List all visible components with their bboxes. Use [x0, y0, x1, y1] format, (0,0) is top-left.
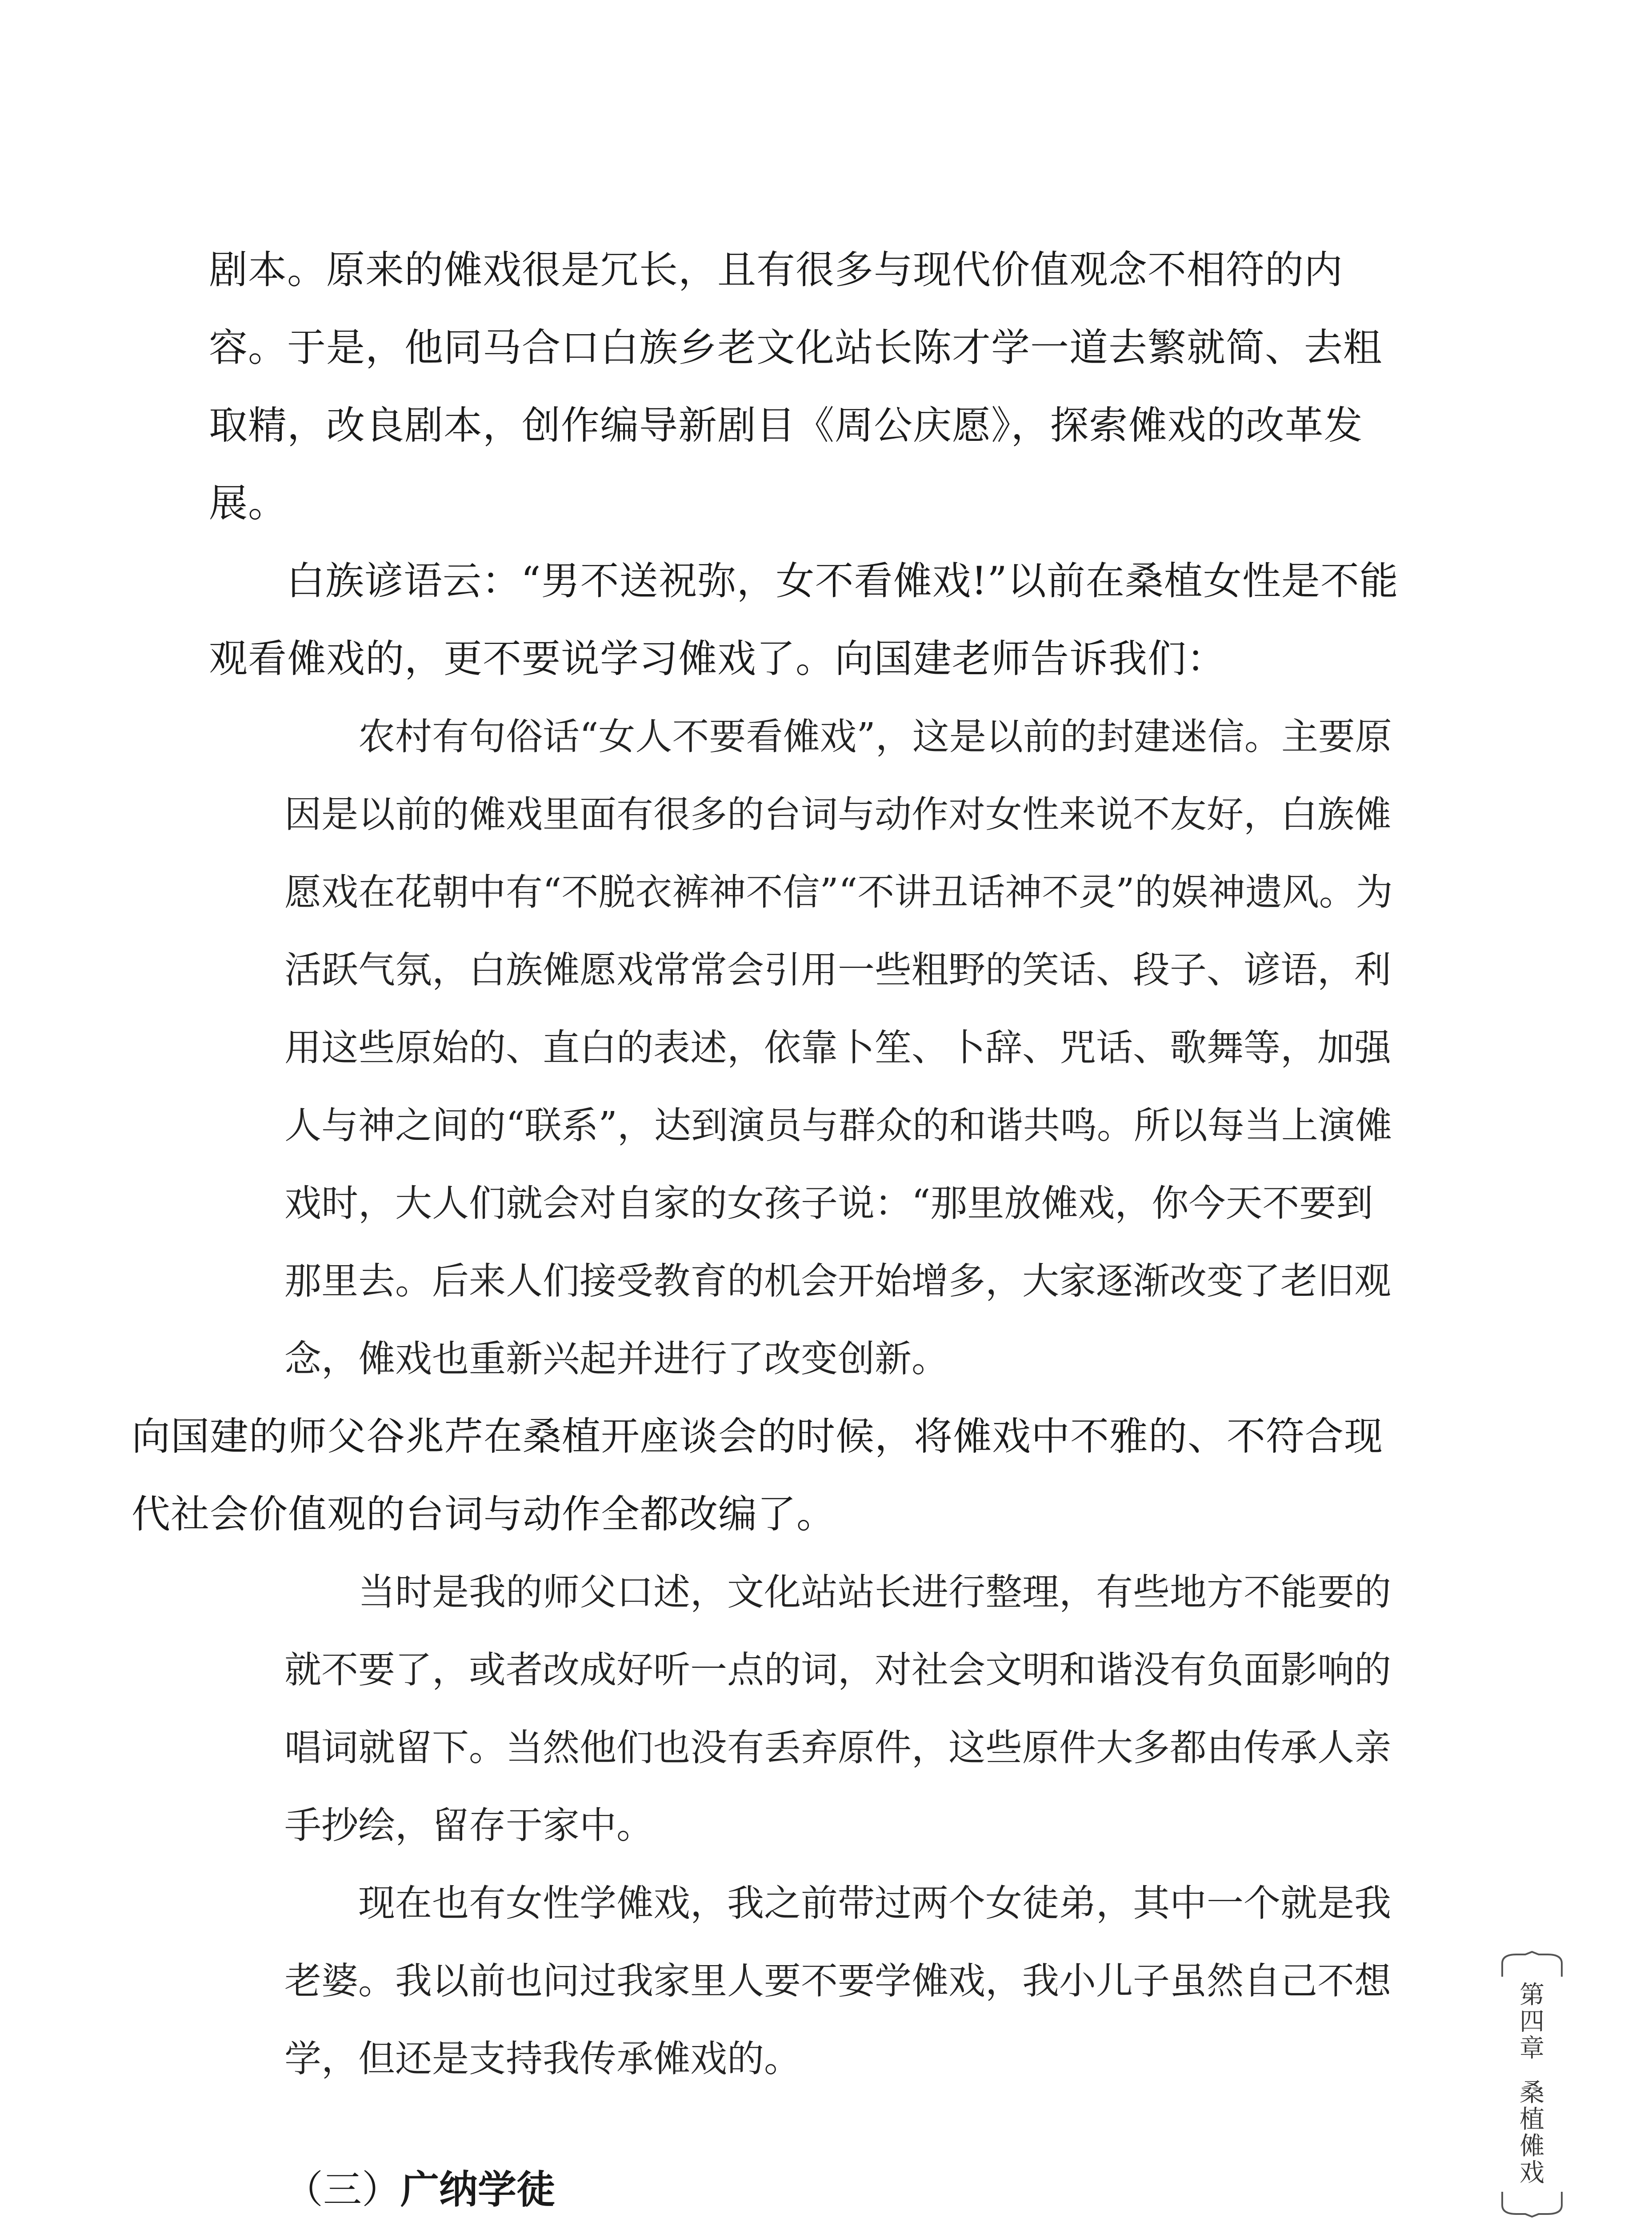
body-text [132, 231, 1409, 2222]
section-heading-number: （三） [284, 2167, 400, 2212]
block-quote-1: 农村有句俗话“女人不要看傩戏”，这是以前的封建迷信。主要原因是以前的傩戏里面有很多的台词与动作对女性来说不友好，白族傩愿戏在花朝中有“不脱衣裤神不信”“不讲丑话神不灵”的娱神遗风。为活跃气氛，白族傩愿戏常常会引用一些粗野的笑话、段子、谚语，利用这些原始的、直白的表述，依靠卜笙、卜辞、咒话、歌舞等，加强人与神之间的“联系”，达到演员与群众的和谐共鸣。所以每当上演傩戏时，大人们就会对自家的女孩子说：“那里放傩戏，你今天不要到那里去。后来人们接受教育的机会开始增多，大家逐渐改变了老旧观念，傩戏也重新兴起并进行了改变创新。 [284, 715, 1393, 1380]
chapter-char-3: 章 [1520, 2034, 1544, 2063]
paragraph-1: 剧本。原来的傩戏很是冗长，且有很多与现代价值观念不相符的内容。于是，他同马合口白族乡老文化站长陈才学一道去繁就简、去粗取精，改良剧本，创作编导新剧目《周公庆愿》，探索傩戏的改革发展。 [209, 247, 1382, 526]
block-quote-2: 当时是我的师父口述，文化站站长进行整理，有些地方不能要的就不要了，或者改成好听一点的词，对社会文明和谐没有负面影响的唱词就留下。当然他们也没有丢弃原件，这些原件大多都由传承人亲手抄绘，留存于家中。 [284, 1571, 1391, 1847]
section-char-4: 戏 [1520, 2158, 1544, 2187]
section-char-1: 桑 [1520, 2078, 1544, 2107]
chapter-char-1: 第 [1520, 1981, 1544, 2010]
paragraph-3: 向国建的师父谷兆芹在桑植开座谈会的时候，将傩戏中不雅的、不符合现代社会价值观的台词与动作全都改编了。 [132, 1414, 1383, 1537]
section-heading [284, 2151, 1409, 2222]
block-quote-3: 现在也有女性学傩戏，我之前带过两个女徒弟，其中一个就是我老婆。我以前也问过我家里人要不要学傩戏，我小儿子虽然自己不想学，但还是支持我传承傩戏的。 [284, 1882, 1391, 2080]
section-char-2: 植 [1520, 2105, 1544, 2134]
chapter-side-tab [1499, 1951, 1565, 2218]
bottom-bracket-icon [1499, 2191, 1565, 2218]
top-bracket-icon [1499, 1951, 1565, 1978]
chapter-char-2: 四 [1520, 2007, 1544, 2036]
section-heading-title: 广纳学徒 [400, 2167, 555, 2212]
paragraph-2: 白族谚语云：“男不送祝弥，女不看傩戏!”以前在桑植女性是不能观看傩戏的，更不要说学习傩戏了。向国建老师告诉我们： [209, 558, 1399, 681]
section-char-3: 傩 [1520, 2132, 1544, 2161]
